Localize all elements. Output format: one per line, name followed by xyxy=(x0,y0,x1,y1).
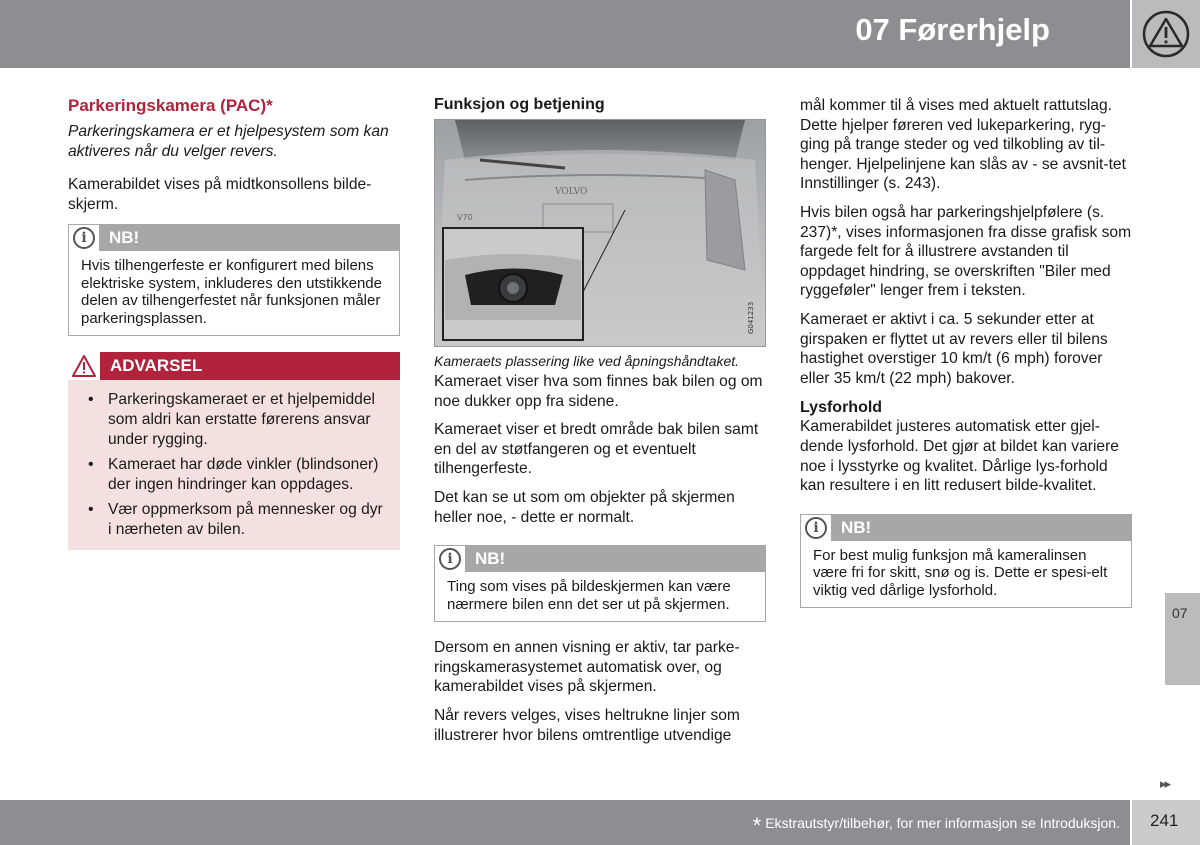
info-icon xyxy=(73,227,95,249)
paragraph: Kameraet viser hva som finnes bak bilen og om noe dukker opp fra sidene. xyxy=(434,373,763,410)
chapter-side-tab xyxy=(1165,593,1200,685)
column-1 xyxy=(68,96,400,550)
info-icon xyxy=(805,517,827,539)
nb-note-header xyxy=(801,515,1131,541)
section-title: Parkeringskamera (PAC)* xyxy=(68,96,273,115)
warning-label: ADVARSEL xyxy=(110,356,203,376)
footnote-star: * xyxy=(752,813,762,838)
column-3 xyxy=(800,96,1132,608)
chapter-icon-box xyxy=(1132,0,1200,68)
page-number-box xyxy=(1132,800,1200,845)
car-badge: V70 xyxy=(457,213,473,222)
nb-note-text: Ting som vises på bildeskjermen kan være nærmere bilen enn det ser ut på skjermen. xyxy=(447,578,731,613)
section-subtitle: Funksjon og betjening xyxy=(434,96,605,113)
warning-box xyxy=(68,352,400,549)
car-rear-illustration xyxy=(435,120,765,346)
footnote-text: Ekstrautstyr/tilbehør, for mer informasjon se Introduksjon. xyxy=(765,815,1120,831)
nb-note-box xyxy=(68,224,400,336)
chapter-title: 07 Førerhjelp xyxy=(855,12,1050,47)
intro-text: Parkeringskamera er et hjelpesystem som kan aktiveres når du velger revers. xyxy=(68,123,389,160)
section-subtitle: Lysforhold xyxy=(800,399,883,417)
page-number: 241 xyxy=(1150,811,1179,830)
paragraph: Kameraet er aktivt i ca. 5 sekunder etter at girspaken er flyttet ut av revers eller til bilens hastighet overstiger 10 km/t (6 mph) forover eller 35 km/t (22 mph) bakover. xyxy=(800,310,1108,387)
paragraph: Kamerabildet vises på midtkonsollens bilde-skjerm. xyxy=(68,176,372,213)
nb-label: NB! xyxy=(475,549,506,569)
warning-triangle-icon xyxy=(71,354,97,378)
nb-note-box xyxy=(800,514,1132,609)
paragraph: Det kan se ut som om objekter på skjermen heller noe, - dette er normalt. xyxy=(434,488,735,526)
footer-bar xyxy=(0,800,1130,845)
info-icon xyxy=(439,548,461,570)
nb-note-header xyxy=(69,225,399,251)
nb-note-header xyxy=(435,546,765,572)
paragraph: Når revers velges, vises heltrukne linjer som illustrerer hvor bilens omtrentlige utvendige xyxy=(434,706,740,744)
warning-header xyxy=(68,352,400,380)
column-2 xyxy=(434,96,766,745)
warning-item: • Vær oppmerksom på mennesker og dyr i nærheten av bilen. xyxy=(80,500,388,539)
paragraph: Kamerabildet justeres automatisk etter gjel-dende lysforhold. Det gjør at bildet kan variere noe i lysstyrke og kvalitet. Dårlige lys-forhold kan resultere i en litt redusert bilde-kvalitet. xyxy=(800,418,1119,495)
car-logo: VOLVO xyxy=(555,187,588,197)
header-bar xyxy=(0,0,1130,68)
image-code: G041233 xyxy=(747,301,755,334)
paragraph: mål kommer til å vises med aktuelt rattutslag. Dette hjelper føreren ved lukeparkering, ryg-ging på trange steder og ved tilkobling av til-henger. Hjelpelinjene kan slås av - se avsnit-tet Innstillinger (s. 243). xyxy=(800,97,1126,193)
nb-note-text: For best mulig funksjon må kameralinsen være fri for skitt, snø og is. Dette er spesi-elt viktig ved dårlige lysforhold. xyxy=(813,546,1108,599)
nb-note-text: Hvis tilhengerfeste er konfigurert med bilens elektriske system, inkluderes den utstikkende delen av tilhengerfestet når funksjonen måler parkeringsplassen. xyxy=(81,257,382,327)
nb-note-box xyxy=(434,545,766,622)
warning-list xyxy=(68,380,400,549)
paragraph: Dersom en annen visning er aktiv, tar parke-ringskamerasystemet automatisk over, og kamerabildet vises på skjermen. xyxy=(434,639,740,696)
camera-location-photo xyxy=(434,119,766,347)
footer-note xyxy=(753,813,1120,839)
next-page-arrows-icon: ▸▸ xyxy=(1160,776,1170,791)
paragraph: Kameraet viser et bredt område bak bilen samt en del av støtfangeren og et eventuelt tilhengerfeste. xyxy=(434,421,759,478)
nb-label: NB! xyxy=(109,228,140,248)
nb-label: NB! xyxy=(841,517,872,537)
side-tab-label: 07 xyxy=(1172,605,1188,621)
image-caption: Kameraets plassering like ved åpningshåndtaket. xyxy=(434,353,740,369)
paragraph: Hvis bilen også har parkeringshjelpfølere (s. 237)*, vises informasjonen fra disse grafisk som fargede felt for å illustrere avstanden til oppdaget hindring, se overskriften "Biler med ryggeføler" lenger frem i teksten. xyxy=(800,203,1132,300)
warning-triangle-icon xyxy=(1142,10,1190,58)
warning-item: • Parkeringskameraet er et hjelpemiddel som aldri kan erstatte førerens ansvar under rygging. xyxy=(80,390,388,449)
warning-item: • Kameraet har døde vinkler (blindsoner) der ingen hindringer kan oppdages. xyxy=(80,455,388,494)
